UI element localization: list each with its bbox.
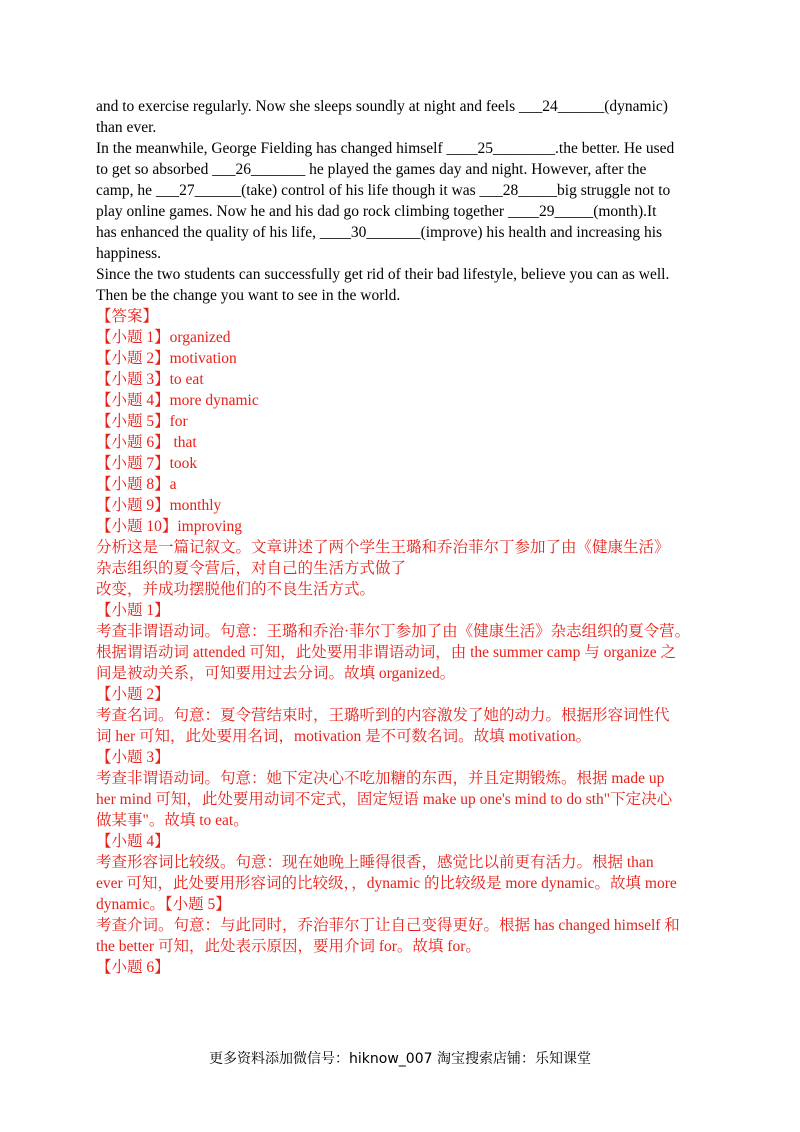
passage-line: play online games. Now he and his dad go rock climbing together ____29_____(month).It [96, 203, 657, 220]
answer-item: 【小题 8】a [96, 476, 177, 493]
answer-item: 【小题 10】improving [96, 518, 242, 535]
analysis-line: 【小题 6】 [96, 959, 170, 976]
analysis-line: 【小题 4】 [96, 833, 170, 850]
analysis-line: 根据谓语动词 attended 可知，此处要用非谓语动词，由 the summer camp 与 organize 之 [96, 644, 677, 661]
answer-item: 【小题 2】motivation [96, 350, 237, 367]
analysis-line: 改变，并成功摆脱他们的不良生活方式。 [96, 581, 376, 598]
analysis-line: 【小题 2】 [96, 686, 170, 703]
analysis-line: ever 可知，此处要用形容词的比较级，，dynamic 的比较级是 more dynamic。故填 more [96, 875, 677, 892]
analysis-line: 分析这是一篇记叙文。文章讲述了两个学生王璐和乔治菲尔丁参加了由《健康生活》 [96, 539, 670, 556]
answer-item: 【小题 3】to eat [96, 371, 204, 388]
answer-item: 【小题 6】 that [96, 434, 197, 451]
passage-line: camp, he ___27______(take) control of his life though it was ___28_____big struggle not to [96, 182, 671, 199]
analysis-line: 杂志组织的夏令营后，对自己的生活方式做了 [96, 560, 407, 577]
passage-line: happiness. [96, 245, 162, 262]
analysis-line: 考查非谓语动词。句意：她下定决心不吃加糖的东西，并且定期锻炼。根据 made up [96, 770, 665, 787]
answer-item: 【小题 5】for [96, 413, 188, 430]
analysis-line: 考查非谓语动词。句意：王璐和乔治·菲尔丁参加了由《健康生活》杂志组织的夏令营。 [96, 623, 691, 640]
analysis-line: 间是被动关系，可知要用过去分词。故填 organized。 [96, 665, 456, 682]
answer-section [96, 306, 708, 537]
analysis-section [96, 537, 708, 978]
passage-line: to get so absorbed ___26_______ he played the games day and night. However, after the [96, 161, 647, 178]
analysis-line: 做某事"。故填 to eat。 [96, 812, 249, 829]
analysis-line: 词 her 可知，此处要用名词，motivation 是不可数名词。故填 motivation。 [96, 728, 592, 745]
passage-line: has enhanced the quality of his life, ____30_______(improve) his health and increasing his [96, 224, 663, 241]
analysis-line: her mind 可知，此处要用动词不定式，固定短语 make up one's mind to do sth"下定决心 [96, 791, 673, 808]
page-footer: 更多资料添加微信号：hiknow_007 淘宝搜索店铺：乐知课堂 [209, 1051, 591, 1067]
passage-line: Since the two students can successfully get rid of their bad lifestyle, believe you can as well. [96, 266, 670, 283]
passage-line: and to exercise regularly. Now she sleeps soundly at night and feels ___24______(dynamic) [96, 98, 668, 115]
passage-line: In the meanwhile, George Fielding has changed himself ____25________.the better. He used [96, 140, 675, 157]
document-page [96, 96, 708, 978]
answer-item: 【小题 9】monthly [96, 497, 222, 514]
answer-item: 【小题 4】more dynamic [96, 392, 259, 409]
analysis-line: 【小题 3】 [96, 749, 170, 766]
analysis-line: the better 可知，此处表示原因，要用介词 for。故填 for。 [96, 938, 481, 955]
analysis-line: 考查形容词比较级。句意：现在她晚上睡得很香，感觉比以前更有活力。根据 than [96, 854, 654, 871]
analysis-line: dynamic。【小题 5】 [96, 896, 231, 913]
answer-item: 【小题 7】took [96, 455, 198, 472]
analysis-line: 考查名词。句意：夏令营结束时，王璐听到的内容激发了她的动力。根据形容词性代 [96, 707, 670, 724]
answer-header: 【答案】 [96, 308, 159, 325]
analysis-line: 【小题 1】 [96, 602, 170, 619]
answer-item: 【小题 1】organized [96, 329, 231, 346]
passage-line: than ever. [96, 119, 157, 136]
analysis-line: 考查介词。句意：与此同时，乔治菲尔丁让自己变得更好。根据 has changed himself 和 [96, 917, 680, 934]
passage-line: Then be the change you want to see in the world. [96, 287, 401, 304]
passage-text [96, 96, 708, 306]
